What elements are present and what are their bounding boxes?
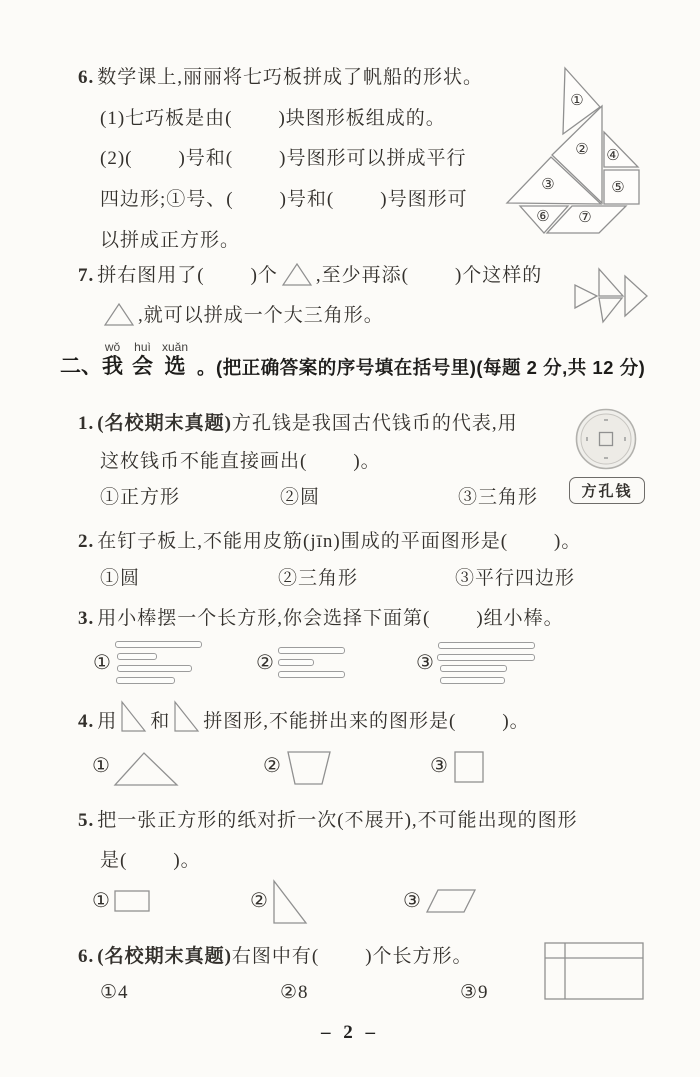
question-text: 四边形;①号、( )号和( )号图形可 [100, 189, 468, 210]
s2-q2-option-1: ①圆 [100, 568, 141, 589]
s1-q7-line1 [78, 260, 542, 287]
question-number: 6. [78, 67, 95, 88]
question-number: 2. [78, 531, 95, 552]
s2-q1-option-1: ①正方形 [100, 487, 181, 508]
s2-q6-option-1: ①4 [100, 982, 129, 1003]
section-number: 二、 [60, 355, 102, 378]
triangle-icon [281, 262, 313, 287]
tangram-label-5: ⑤ [611, 180, 625, 196]
stick [278, 647, 345, 654]
s2-q6-option-2: ②8 [280, 982, 309, 1003]
question-text: 用小棒摆一个长方形,你会选择下面第( )组小棒。 [97, 608, 564, 629]
option-shape-triangle [112, 750, 180, 788]
stick-group-2-number: ② [256, 652, 274, 674]
pinyin: xuǎn [162, 340, 189, 354]
stick [115, 641, 202, 648]
pinyin: wǒ [104, 340, 121, 354]
s2-q2-option-3: ③平行四边形 [455, 568, 576, 589]
ruby-char: huì 会 [132, 340, 153, 378]
section-instructions: 。(把正确答案的序号填在括号里)(每题 2 分,共 12 分) [197, 357, 646, 379]
question-text: ,至少再添( )个这样的 [315, 265, 543, 286]
s2-q1-option-2: ②圆 [280, 487, 321, 508]
stick-group-1-number: ① [93, 652, 111, 674]
s2-q6-option-3: ③9 [460, 982, 489, 1003]
s2-q5-option-3-number: ③ [403, 890, 421, 912]
s2-q6-line1 [78, 941, 473, 968]
stick [437, 654, 535, 661]
exam-source-tag: (名校期末真题) [97, 413, 232, 434]
stick [440, 665, 507, 672]
stick [117, 665, 192, 672]
option-shape-square [452, 749, 486, 785]
s2-q2-option-2: ②三角形 [278, 568, 359, 589]
s1-q6-line4 [100, 184, 468, 211]
fish-tail-triangle [575, 285, 597, 308]
stick [440, 677, 505, 684]
question-number: 5. [78, 810, 95, 831]
rectangle-grid-figure [543, 941, 647, 1003]
tangram-label-1: ① [570, 93, 584, 109]
s2-q4-option-2-number: ② [263, 755, 281, 777]
tangram-label-6: ⑥ [536, 209, 550, 225]
tangram-label-3: ③ [541, 177, 555, 193]
exam-source-tag: (名校期末真题) [97, 946, 232, 967]
fish-lower-triangle [599, 298, 622, 322]
page-number: – 2 – [321, 1022, 379, 1043]
tangram-label-7: ⑦ [578, 210, 592, 226]
question-number: 4. [78, 711, 95, 732]
ruby-char: wǒ 我 [102, 340, 123, 378]
question-text: 拼右图用了( )个 [97, 265, 278, 286]
question-text: 用 [97, 711, 118, 732]
ruby-char: xuǎn 选 [162, 340, 189, 378]
question-text: 以拼成正方形。 [100, 230, 241, 251]
s1-q7-line2 [100, 300, 384, 327]
s2-q5-line1 [78, 805, 578, 832]
stick [117, 653, 157, 660]
question-text: 拼图形,不能拼出来的图形是( )。 [203, 711, 530, 732]
question-text: 方孔钱是我国古代钱币的代表,用 [231, 413, 518, 434]
tangram-sailboat-figure [503, 58, 648, 238]
right-triangle-icon [173, 700, 200, 733]
s2-q3-line1 [78, 603, 564, 630]
option-shape-trapezoid [284, 749, 334, 787]
triangle-fish-figure [570, 264, 650, 326]
s1-q6-line5 [100, 225, 240, 252]
option-shape-right-triangle [271, 878, 309, 926]
s1-q6-line2 [100, 103, 446, 130]
question-number: 1. [78, 413, 95, 434]
question-text: 在钉子板上,不能用皮筋(jīn)围成的平面图形是( )。 [97, 531, 582, 552]
question-text: (1)七巧板是由( )块图形板组成的。 [100, 108, 446, 129]
stick [278, 671, 345, 678]
stick-group-3-number: ③ [416, 652, 434, 674]
stick [116, 677, 175, 684]
right-triangle-icon [120, 700, 147, 733]
question-number: 7. [78, 265, 95, 286]
question-text: 数学课上,丽丽将七巧板拼成了帆船的形状。 [97, 67, 484, 88]
question-text: 右图中有( )个长方形。 [231, 946, 473, 967]
question-text: 这枚钱币不能直接画出( )。 [100, 451, 381, 472]
s2-q5-option-1-number: ① [92, 890, 110, 912]
s2-q5-line2 [100, 845, 201, 872]
pinyin: huì [134, 340, 151, 354]
question-text: 把一张正方形的纸对折一次(不展开),不可能出现的图形 [97, 810, 578, 831]
stick [438, 642, 535, 649]
question-number: 3. [78, 608, 95, 629]
s2-q5-option-2-number: ② [250, 890, 268, 912]
s1-q6-line3 [100, 143, 466, 170]
question-text: 和 [150, 711, 171, 732]
option-shape-rectangle [113, 889, 151, 913]
stick [278, 659, 314, 666]
s2-q4-line1 [78, 700, 530, 733]
fish-upper-triangle [599, 269, 623, 296]
s2-q4-option-3-number: ③ [430, 755, 448, 777]
s2-q1-line1 [78, 408, 518, 435]
s1-q6-line1 [78, 62, 483, 89]
fish-head-triangle [625, 276, 647, 316]
s2-q4-option-1-number: ① [92, 755, 110, 777]
tangram-label-2: ② [575, 142, 589, 158]
question-text: ,就可以拼成一个大三角形。 [138, 305, 384, 326]
question-number: 6. [78, 946, 95, 967]
section2-header [60, 341, 645, 379]
triangle-icon [103, 302, 135, 327]
tangram-label-4: ④ [606, 148, 620, 164]
option-shape-parallelogram [424, 888, 478, 914]
s2-q1-option-3: ③三角形 [458, 487, 539, 508]
s2-q1-line2 [100, 446, 381, 473]
coin-icon [573, 406, 639, 472]
s2-q2-line1 [78, 526, 581, 553]
question-text: 是( )。 [100, 850, 201, 871]
coin-label: 方孔钱 [569, 477, 645, 504]
question-text: (2)( )号和( )号图形可以拼成平行 [100, 148, 467, 169]
